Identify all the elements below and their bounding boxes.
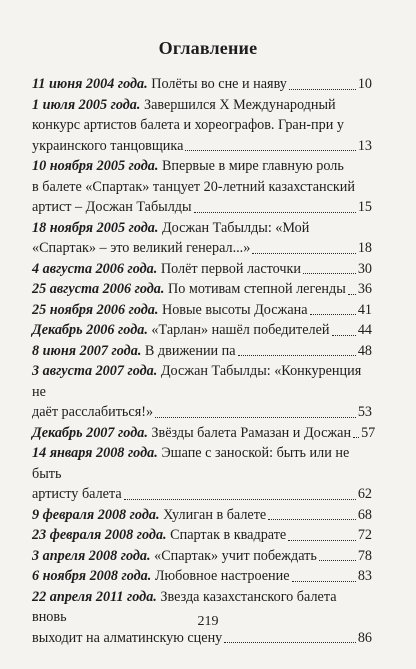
dot-leader (224, 642, 356, 643)
entry-title-text: конкурс артистов балета и хореографов. Гран-при у (32, 117, 344, 133)
entry-date: Декабрь 2007 года. (32, 424, 148, 441)
toc-entry[interactable] (32, 218, 372, 259)
entry-page-number: 41 (357, 301, 372, 318)
entry-title-text: даёт расслабиться!» (32, 404, 154, 420)
entry-title-text: Полёты во сне и наяву (151, 76, 287, 92)
toc-entry[interactable] (32, 361, 372, 423)
entry-title-text: Новые высоты Досжана (161, 301, 308, 318)
entry-title-text: Любовное настроение (154, 568, 290, 584)
dot-leader (238, 355, 356, 356)
entry-date: 23 февраля 2008 года. (32, 527, 167, 543)
entry-title-line (32, 525, 286, 546)
dot-leader (252, 253, 356, 254)
entry-title-text: «Спартак» – это великий генерал...» (32, 240, 251, 256)
entry-title-text: артисту балета (32, 486, 122, 502)
entry-page-number: 30 (357, 260, 372, 277)
entry-date: 25 августа 2006 года. (32, 281, 165, 297)
entry-title-line (32, 320, 330, 341)
dot-leader (303, 273, 356, 274)
entry-page-number: 83 (357, 568, 372, 584)
entry-title-text: Досжан Табылды: «Конкуренция не (32, 363, 362, 400)
page-number: 219 (197, 614, 219, 629)
table-of-contents (32, 74, 376, 648)
entry-title-line (32, 423, 351, 444)
toc-entry[interactable] (32, 443, 372, 505)
dot-leader (292, 581, 356, 582)
dot-leader (289, 89, 356, 90)
toc-entry[interactable] (32, 505, 372, 526)
toc-entry[interactable] (32, 300, 372, 321)
entry-title-text: Полёт первой ласточки (160, 260, 302, 277)
entry-title-line (32, 238, 250, 259)
entry-title-text: Досжан Табылды: «Мой (161, 219, 310, 236)
toc-entry[interactable] (32, 525, 372, 546)
entry-title-line (32, 402, 153, 423)
entry-title-line (32, 341, 236, 362)
dot-leader (332, 335, 356, 336)
toc-entry[interactable] (32, 279, 372, 300)
entry-date: 1 июля 2005 года. (32, 96, 141, 113)
toc-entry[interactable] (32, 341, 372, 362)
entry-date: Декабрь 2006 года. (32, 322, 148, 338)
entry-title-text: Звезда казахстанского балета вновь (32, 588, 337, 625)
dot-leader (194, 212, 356, 213)
entry-title-text: выходит на алматинскую сцену (32, 629, 223, 646)
entry-title-line (32, 546, 317, 567)
entry-title-text: Впервые в мире главную роль (161, 158, 344, 174)
entry-title-text: артист – Досжан Табылды (32, 199, 192, 215)
dot-leader (310, 314, 356, 315)
dot-leader (288, 540, 356, 541)
entry-title-line (32, 97, 336, 113)
dot-leader (353, 437, 359, 438)
toc-entry[interactable] (32, 546, 372, 567)
entry-title-line (32, 158, 344, 174)
entry-title-text: «Тарлан» нашёл победителей (151, 322, 330, 338)
entry-page-number: 44 (357, 322, 372, 338)
toc-entry[interactable] (32, 320, 372, 341)
entry-title-text: Эшапе с заноской: быть или не быть (32, 445, 350, 482)
dot-leader (319, 560, 356, 561)
toc-entry[interactable] (32, 95, 372, 157)
toc-entry[interactable] (32, 423, 376, 444)
toc-entry[interactable] (32, 259, 372, 280)
entry-page-number: 57 (361, 424, 376, 441)
entry-title-line (32, 445, 349, 482)
entry-title-line (32, 363, 361, 400)
entry-page-number: 15 (357, 199, 372, 215)
entry-page-number: 72 (357, 527, 372, 543)
entry-title-text: «Спартак» учит побеждать (154, 547, 317, 564)
dot-leader (155, 417, 356, 418)
entry-page-number: 10 (357, 76, 372, 92)
entry-title-line (32, 117, 344, 133)
page-title: Оглавление (158, 38, 258, 58)
entry-title-text: Звёзды балета Рамазан и Досжан (151, 424, 352, 441)
toc-entry[interactable] (32, 156, 372, 218)
entry-date: 18 ноября 2005 года. (32, 219, 159, 236)
entry-title-line (32, 279, 346, 300)
entry-title-text: По мотивам степной легенды (167, 281, 346, 297)
dot-leader (268, 519, 356, 520)
entry-date: 10 ноября 2005 года. (32, 158, 159, 174)
entry-date: 6 ноября 2008 года. (32, 568, 152, 584)
toc-entry[interactable] (32, 566, 372, 587)
entry-title-line (32, 197, 192, 218)
entry-date: 4 августа 2006 года. (32, 260, 158, 277)
entry-page-number: 36 (357, 281, 372, 297)
dot-leader (348, 294, 356, 295)
entry-title-line (32, 566, 290, 587)
entry-page-number: 48 (357, 342, 372, 359)
entry-title-text: Хулиган в балете (163, 506, 267, 523)
entry-title-line (32, 484, 122, 505)
dot-leader (185, 150, 355, 151)
entry-date: 8 июня 2007 года. (32, 342, 142, 359)
entry-page-number: 86 (357, 629, 372, 646)
entry-page-number: 18 (357, 240, 372, 256)
entry-date: 9 февраля 2008 года. (32, 506, 160, 523)
entry-title-line (32, 300, 308, 321)
dot-leader (124, 499, 356, 500)
entry-title-line (32, 220, 309, 236)
entry-title-text: Спартак в квадрате (170, 527, 287, 543)
entry-title-line (32, 628, 222, 649)
entry-date: 3 августа 2007 года. (32, 363, 158, 379)
entry-title-text: украинского танцовщика (32, 137, 184, 154)
entry-page-number: 68 (357, 506, 372, 523)
entry-date: 3 апреля 2008 года. (32, 547, 151, 564)
entry-title-text: В движении па (144, 342, 236, 359)
entry-title-line (32, 259, 301, 280)
toc-entry[interactable] (32, 74, 372, 95)
entry-title-line (32, 74, 287, 95)
entry-date: 14 января 2008 года. (32, 445, 158, 461)
entry-title-line (32, 505, 266, 526)
entry-title-line (32, 179, 355, 195)
entry-page-number: 53 (357, 404, 372, 420)
entry-page-number: 13 (357, 137, 372, 154)
entry-page-number: 62 (357, 486, 372, 502)
entry-date: 11 июня 2004 года. (32, 76, 148, 92)
entry-title-text: Завершился X Международный (143, 96, 336, 113)
entry-title-line (32, 136, 183, 157)
entry-title-text: в балете «Спартак» танцует 20-летний казахстанский (32, 178, 355, 195)
entry-page-number: 78 (357, 547, 372, 564)
entry-date: 25 ноября 2006 года. (32, 301, 159, 318)
entry-date: 22 апреля 2011 года. (32, 588, 157, 605)
